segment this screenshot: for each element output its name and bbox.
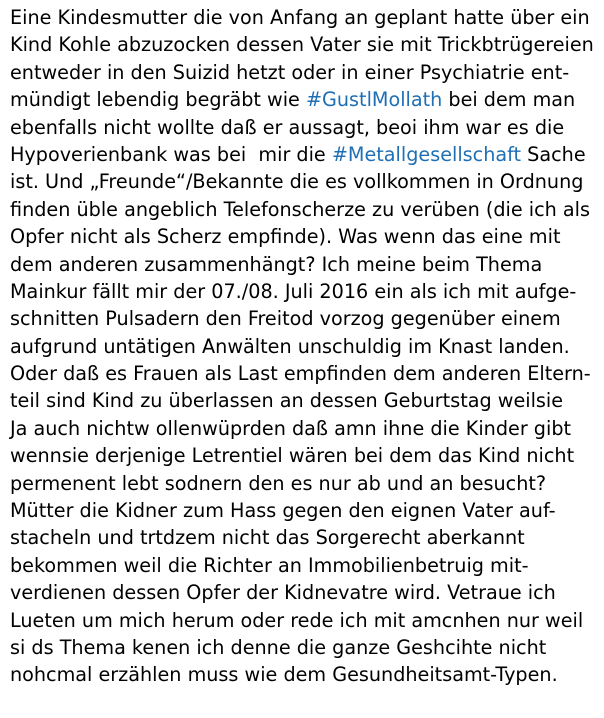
text-segment: Sache (521, 142, 586, 166)
text-line: si ds Thema kenen ich denne die ganze Geshcihte nicht (10, 635, 547, 659)
text-line: wennsie derjenige Letrentiel wären bei dem das Kind nicht (10, 444, 575, 468)
text-line: Eine Kindesmutter die von Anfang an geplant hatte über ein (10, 6, 590, 29)
text-line: Oder daß es Frauen als Last empfinden dem anderen Eltern- (10, 362, 591, 386)
hashtag-link-metallgesellschaft[interactable]: #Metallgesellschaft (331, 142, 522, 166)
text-line: entweder in den Suizid hetzt oder in einer Psychiatrie ent- (10, 60, 570, 84)
text-line: ebenfalls nicht wollte daß er aussagt, beoi ihm war es die (10, 115, 565, 139)
text-line: finden üble angeblich Telefonscherze zu verüben (die ich als (10, 197, 590, 221)
text-line: dem anderen zusammenhängt? Ich meine beim Thema (10, 252, 543, 276)
text-line: Mütter die Kidner zum Hass gegen den eignen Vater auf- (10, 499, 556, 523)
text-line: Ja auch nichtw ollenwüprden daß amn ihne die Kinder gibt (10, 416, 572, 440)
text-line-with-hashtag (10, 86, 598, 113)
text-line: bekommen weil die Richter an Immobilienbetruig mit- (10, 553, 529, 577)
text-line: teil sind Kind zu überlassen an dessen Geburtstag weilsie (10, 389, 564, 413)
text-line: Mainkur fällt mir der 07./08. Juli 2016 ein als ich mit aufge- (10, 279, 577, 303)
text-segment: bei dem man (442, 88, 576, 112)
text-line: nohcmal erzählen muss wie dem Gesundheitsamt-Typen. (10, 663, 558, 687)
text-line: Lueten um mich herum oder rede ich mit amcnhen nur weil (10, 608, 584, 632)
text-line: schnitten Pulsadern den Freitod vorzog gegenüber einem (10, 307, 561, 331)
text-line: stacheln und trtdzem nicht das Sorgerecht aberkannt (10, 526, 525, 550)
text-segment: Hypoverienbank was bei mir die (10, 142, 332, 166)
text-line: Kind Kohle abzuzocken dessen Vater sie mit Trickbtrügereien (10, 33, 594, 57)
text-line: Opfer nicht als Scherz empfinde). Was wenn das eine mit (10, 225, 561, 249)
text-line-with-hashtag (10, 141, 598, 168)
text-line: ist. Und „Freunde“/Bekannte die es vollkommen in Ordnung (10, 170, 584, 194)
text-line: aufgrund untätigen Anwälten unschuldig im Knast landen. (10, 334, 570, 358)
text-line: permenent lebt sodnern den es nur ab und an besucht? (10, 471, 547, 495)
text-segment: mündigt lebendig begräbt wie (10, 88, 306, 112)
text-line: verdienen dessen Opfer der Kidnevatre wird. Vetraue ich (10, 581, 556, 605)
hashtag-link-gustlmollath[interactable]: #GustlMollath (305, 88, 443, 112)
